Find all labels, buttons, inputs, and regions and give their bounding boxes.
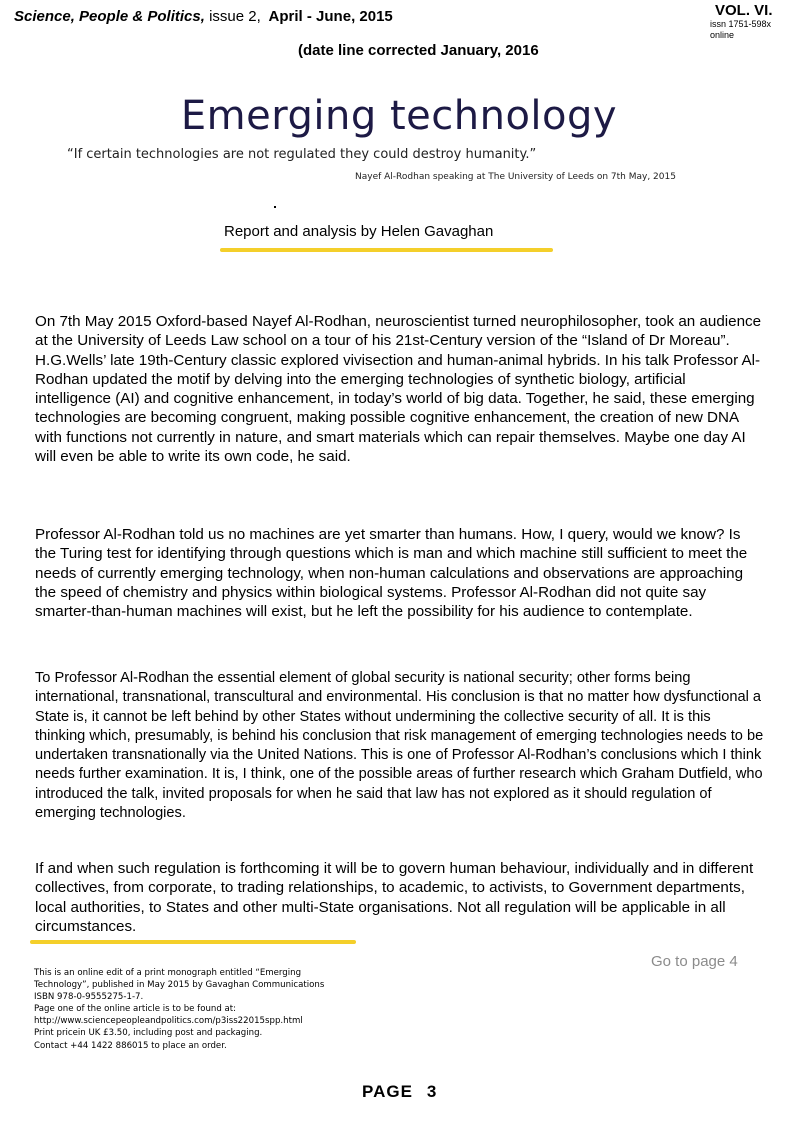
footnote-line: Print pricein UK £3.50, including post and packaging. (34, 1028, 263, 1039)
footer-divider (30, 940, 356, 944)
stray-dot (274, 206, 276, 208)
issn-format: online (710, 30, 735, 40)
issn-block (710, 19, 771, 41)
issn-number: issn 1751-598x (710, 19, 772, 29)
body-paragraph-2: Professor Al-Rodhan told us no machines are yet smarter than humans. How, I query, would we know? Is the Turing test for identifying through questions which is man and which machine still sufficient to meet the needs of currently emerging technology, when non-human calculations and observations are approaching the speed of chemistry and physics within biological systems. Professor Al-Rodhan did not quite say smarter-than-human machines will exist, but he left the possibility for his audience to contemplate. (35, 526, 748, 621)
issue-dates: April - June, 2015 (260, 8, 393, 25)
publication-name: Science, People & Politics, (14, 8, 205, 25)
pull-quote: “If certain technologies are not regulated they could destroy humanity.” (67, 147, 537, 162)
body-paragraph-1: On 7th May 2015 Oxford-based Nayef Al-Rodhan, neuroscientist turned neurophilosopher, took an audience at the University of Leeds Law school on a tour of his 21st-Century version of the “Island of Dr Moreau”. H.G.Wells’ late 19th-Century classic explored vivisection and human-animal hybrids. In his talk Professor Al-Rodhan updated the motif by delving into the emerging technologies of synthetic biology, artificial intelligence (AI) and cognitive enhancement, in today’s world of big data. Together, he said, these emerging technologies are becoming congruent, making possible cognitive enhancement, the creation of new DNA with functions not currently in nature, and smart materials which can repair themselves. Maybe one day AI will even be able to write its own code, he said. (35, 313, 762, 466)
issue-label: issue 2, (204, 8, 261, 25)
page-label: PAGE (362, 1082, 413, 1101)
footnote-line: Contact +44 1422 886015 to place an order. (34, 1040, 227, 1051)
body-paragraph-3: To Professor Al-Rodhan the essential element of global security is national security; other forms being international, transnational, transcultural and environmental. His conclusion is that no matter how dysfunctional a State is, it cannot be left behind by other States without undermining the collective security of all. It is this thinking which, presumably, is behind his conclusion that risk management of emerging technologies needs to be undertaken transnationally via the United Nations. This is one of Professor Al-Rodhan’s conclusions which I think needs further examination. It is, I think, one of the possible areas of further research which Graham Dutfield, who introduced the talk, invited proposals for when he said that law has not explored as it should regulation of emerging technologies. (35, 670, 764, 822)
date-correction-note: (date line corrected January, 2016 (298, 42, 539, 59)
masthead (14, 8, 393, 25)
quote-attribution: Nayef Al-Rodhan speaking at The University of Leeds on 7th May, 2015 (355, 172, 676, 182)
volume-label: VOL. VI. (715, 2, 773, 19)
footnote-line: Technology”, published in May 2015 by Gavaghan Communications (34, 980, 325, 991)
footnote-line: ISBN 978-0-9555275-1-7. (34, 992, 144, 1003)
publication-footnote (34, 967, 364, 1052)
next-page-link[interactable]: Go to page 4 (651, 953, 738, 970)
body-paragraph-4: If and when such regulation is forthcoming it will be to govern human behaviour, individually and in different collectives, from corporate, to trading relationships, to academic, to activists, to Government departments, local authorities, to States and other multi-State organisations. Not all regulation will be applicable in all circumstances. (35, 860, 754, 935)
footnote-line: Page one of the online article is to be found at: (34, 1004, 237, 1015)
byline-underline (220, 248, 553, 252)
article-title: Emerging technology (180, 93, 618, 139)
footnote-url[interactable]: http://www.sciencepeopleandpolitics.com/p3iss22015spp.html (34, 1016, 303, 1027)
byline: Report and analysis by Helen Gavaghan (224, 223, 494, 240)
page-number (362, 1082, 437, 1102)
footnote-line: This is an online edit of a print monograph entitled “Emerging (34, 968, 302, 978)
page-number-value: 3 (426, 1082, 438, 1101)
